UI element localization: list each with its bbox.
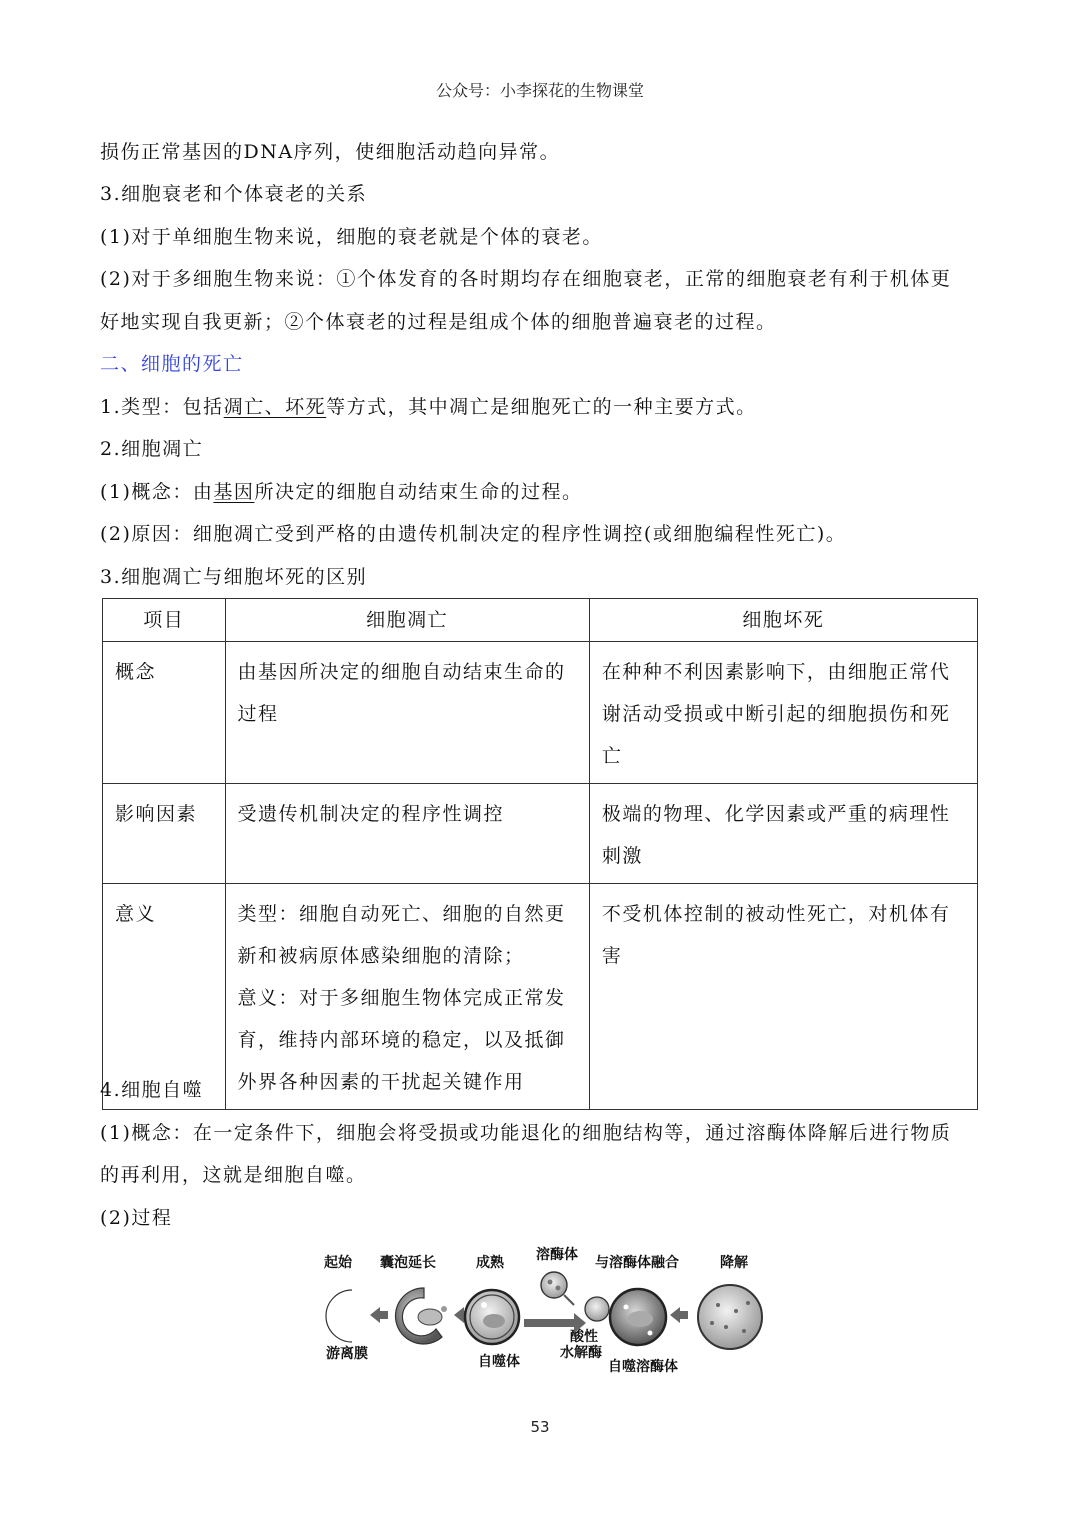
arrow-icon	[524, 1313, 586, 1333]
fragment-dot	[734, 1309, 738, 1313]
fragment-dot	[742, 1329, 746, 1333]
label-mature: 成熟	[476, 1255, 504, 1271]
table-header-cell: 细胞凋亡	[225, 599, 589, 642]
text-line: (2)原因：细胞凋亡受到严格的由遗传机制决定的程序性调控(或细胞编程性死亡)。	[100, 523, 847, 545]
text-line: (2)过程	[100, 1207, 173, 1229]
fusing-lysosome-shape	[585, 1297, 609, 1321]
cargo-organelle	[418, 1309, 442, 1325]
free-membrane-shape	[326, 1290, 352, 1342]
text-line: (2)对于多细胞生物来说：①个体发育的各时期均存在细胞衰老，正常的细胞衰老有利于机体更	[100, 268, 952, 290]
fragment-dot	[710, 1321, 714, 1325]
pointer-line	[564, 1295, 574, 1305]
label-autophagosome: 自噬体	[478, 1354, 520, 1370]
particle	[648, 1331, 653, 1336]
text-line	[100, 395, 757, 419]
table-cell	[225, 884, 589, 1110]
arrow-icon	[670, 1307, 688, 1323]
underlined-term: 基因	[213, 481, 255, 503]
arrow-icon	[370, 1307, 388, 1323]
label-autolysosome: 自噬溶酶体	[608, 1359, 678, 1375]
particle	[481, 1302, 487, 1308]
table-cell: 在种种不利因素影响下，由细胞正常代谢活动受损或中断引起的细胞损伤和死亡	[589, 642, 977, 784]
label-fuse: 与溶酶体融合	[595, 1255, 679, 1271]
degraded-vesicle-shape	[698, 1285, 762, 1349]
table-cell: 概念	[103, 642, 226, 784]
underlined-term: 凋亡、坏死	[223, 396, 327, 418]
digesting-organelle	[627, 1311, 653, 1327]
table-row	[103, 642, 978, 784]
enzyme-dot	[556, 1286, 561, 1291]
section-heading: 3.细胞衰老和个体衰老的关系	[100, 183, 368, 205]
page-header: 公众号：小李探花的生物课堂	[435, 81, 644, 100]
table-cell: 影响因素	[103, 784, 226, 884]
section-heading: 3.细胞凋亡与细胞坏死的区别	[100, 566, 368, 588]
table-cell: 不受机体控制的被动性死亡，对机体有害	[589, 884, 977, 1110]
lysosome-shape	[541, 1272, 567, 1298]
text-span: 等方式，其中凋亡是细胞死亡的一种主要方式。	[326, 396, 757, 418]
label-free-membrane: 游离膜	[326, 1346, 368, 1362]
text-line: 的再利用，这就是细胞自噬。	[100, 1164, 367, 1186]
table-header-cell: 细胞坏死	[589, 599, 977, 642]
text-span: 所决定的细胞自动结束生命的过程。	[254, 481, 583, 503]
fragment-dot	[716, 1303, 720, 1307]
label-degrade: 降解	[720, 1255, 748, 1271]
label-start: 起始	[324, 1255, 352, 1271]
enzyme-dot	[548, 1280, 553, 1285]
text-span: 1.类型：包括	[100, 396, 224, 418]
comparison-table	[102, 598, 978, 1110]
table-cell: 极端的物理、化学因素或严重的病理性刺激	[589, 784, 977, 884]
table-cell: 意义	[103, 884, 226, 1110]
table-cell: 由基因所决定的细胞自动结束生命的过程	[225, 642, 589, 784]
particle	[624, 1305, 629, 1310]
label-acid: 酸性	[570, 1329, 598, 1345]
text-line: 损伤正常基因的DNA序列，使细胞活动趋向异常。	[100, 141, 561, 163]
label-extend: 囊泡延长	[380, 1255, 436, 1271]
chapter-heading: 二、细胞的死亡	[100, 353, 244, 375]
text-line	[100, 480, 582, 504]
table-row	[103, 784, 978, 884]
page-number: 53	[530, 1418, 550, 1436]
text-line: (1)概念：在一定条件下，细胞会将受损或功能退化的细胞结构等，通过溶酶体降解后进行物质	[100, 1122, 952, 1144]
table-cell: 受遗传机制决定的程序性调控	[225, 784, 589, 884]
autophagy-diagram	[312, 1245, 782, 1380]
label-hydrolase: 水解酶	[560, 1345, 602, 1361]
engulfed-organelle	[483, 1314, 505, 1328]
cell-paragraph: 类型：细胞自动死亡、细胞的自然更新和被病原体感染细胞的清除；	[237, 903, 566, 967]
table-header-cell: 项目	[103, 599, 226, 642]
text-line: (1)对于单细胞生物来说，细胞的衰老就是个体的衰老。	[100, 226, 603, 248]
table-row	[103, 884, 978, 1110]
label-lysosome: 溶酶体	[536, 1247, 578, 1263]
fragment-dot	[746, 1301, 750, 1305]
section-heading: 4.细胞自噬	[100, 1079, 204, 1101]
table-header-row	[103, 599, 978, 642]
section-heading: 2.细胞凋亡	[100, 438, 204, 460]
cell-paragraph: 意义：对于多细胞生物体完成正常发育，维持内部环境的稳定，以及抵御外界各种因素的干扰起关键作用	[237, 987, 566, 1093]
text-span: (1)概念：由	[100, 481, 214, 503]
text-line: 好地实现自我更新；②个体衰老的过程是组成个体的细胞普遍衰老的过程。	[100, 311, 777, 333]
autophagy-diagram-svg	[312, 1245, 782, 1380]
cargo-particle	[441, 1306, 447, 1312]
fragment-dot	[724, 1325, 728, 1329]
